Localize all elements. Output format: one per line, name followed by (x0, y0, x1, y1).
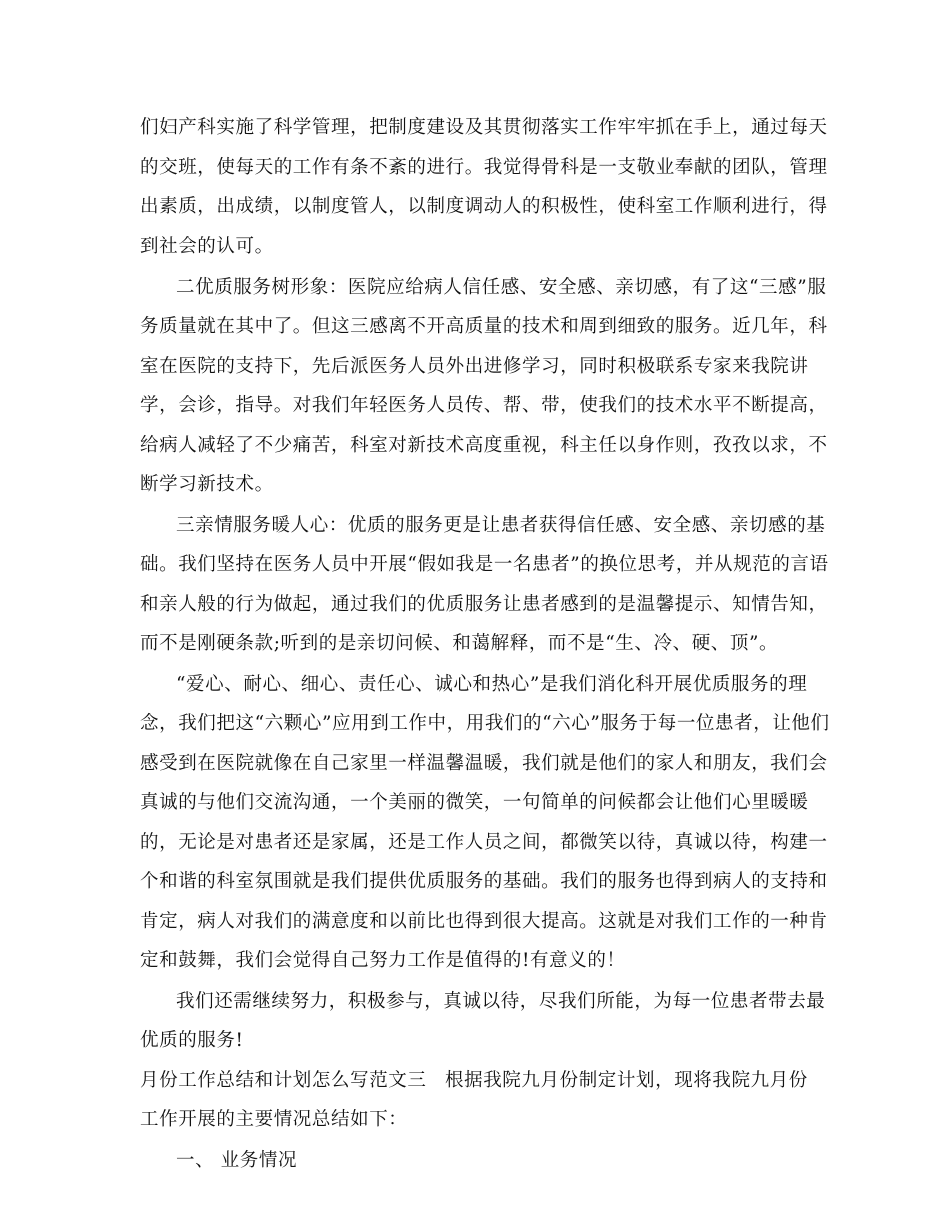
paragraph-line: 优质的服务! (140, 1030, 244, 1051)
paragraph-line: 们妇产科实施了科学管理，把制度建设及其贯彻落实工作牢牢抓在手上，通过每天 (140, 117, 828, 138)
paragraph-line: 念，我们把这“六颗心”应用到工作中，用我们的“六心”服务于每一位患者，让他们 (140, 713, 830, 734)
paragraph-line: 二优质服务树形象：医院应给病人信任感、安全感、亲切感，有了这“三感”服 (176, 277, 827, 298)
paragraph-line: 础。我们坚持在医务人员中开展“假如我是一名患者”的换位思考，并从规范的言语 (140, 554, 829, 575)
paragraph-line: 感受到在医院就像在自己家里一样温馨温暖，我们就是他们的家人和朋友，我们会 (140, 753, 828, 774)
paragraph-line: 的，无论是对患者还是家属，还是工作人员之间，都微笑以待，真诚以待，构建一 (140, 832, 828, 853)
paragraph-line: 学，会诊，指导。对我们年轻医务人员传、帮、带，使我们的技术水平不断提高， (140, 395, 828, 416)
paragraph-line: 肯定，病人对我们的满意度和以前比也得到很大提高。这就是对我们工作的一种肯 (140, 911, 828, 932)
paragraph-line: 而不是刚硬条款;听到的是亲切问候、和蔼解释，而不是“生、冷、硬、顶”。 (140, 633, 779, 654)
section-heading: 一、 业务情况 (176, 1150, 298, 1171)
paragraph-line: 到社会的认可。 (140, 236, 274, 257)
section-title: 月份工作总结和计划怎么写范文三 (140, 1070, 427, 1091)
paragraph-line: 三亲情服务暖人心：优质的服务更是让患者获得信任感、安全感、亲切感的基 (176, 515, 826, 536)
paragraph-line: 真诚的与他们交流沟通，一个美丽的微笑，一句简单的问候都会让他们心里暖暖 (140, 792, 809, 813)
paragraph-line: 定和鼓舞，我们会觉得自己努力工作是值得的!有意义的！ (140, 950, 626, 971)
paragraph-line: 断学习新技术。 (140, 474, 274, 495)
paragraph-line: 根据我院九月份制定计划，现将我院九月份 (445, 1070, 808, 1091)
paragraph-line: 个和谐的科室氛围就是我们提供优质服务的基础。我们的服务也得到病人的支持和 (140, 871, 828, 892)
paragraph-line: 给病人减轻了不少痛苦，科室对新技术高度重视，科主任以身作则，孜孜以求，不 (140, 435, 828, 456)
paragraph-line: 室在医院的支持下，先后派医务人员外出进修学习，同时积极联系专家来我院讲 (140, 356, 809, 377)
paragraph-line: 我们还需继续努力，积极参与，真诚以待，尽我们所能，为每一位患者带去最 (176, 991, 826, 1012)
paragraph-line: 和亲人般的行为做起，通过我们的优质服务让患者感到的是温馨提示、知情告知， (140, 594, 828, 615)
paragraph-line: 的交班，使每天的工作有条不紊的进行。我觉得骨科是一支敬业奉献的团队，管理 (140, 157, 828, 178)
paragraph-line: 务质量就在其中了。但这三感离不开高质量的技术和周到细致的服务。近几年，科 (140, 316, 828, 337)
paragraph-line: 出素质，出成绩，以制度管人，以制度调动人的积极性，使科室工作顺利进行，得 (140, 196, 828, 217)
paragraph-line: 工作开展的主要情况总结如下： (140, 1109, 408, 1130)
paragraph-line: “爱心、耐心、细心、责任心、诚心和热心”是我们消化科开展优质服务的理 (176, 674, 808, 695)
